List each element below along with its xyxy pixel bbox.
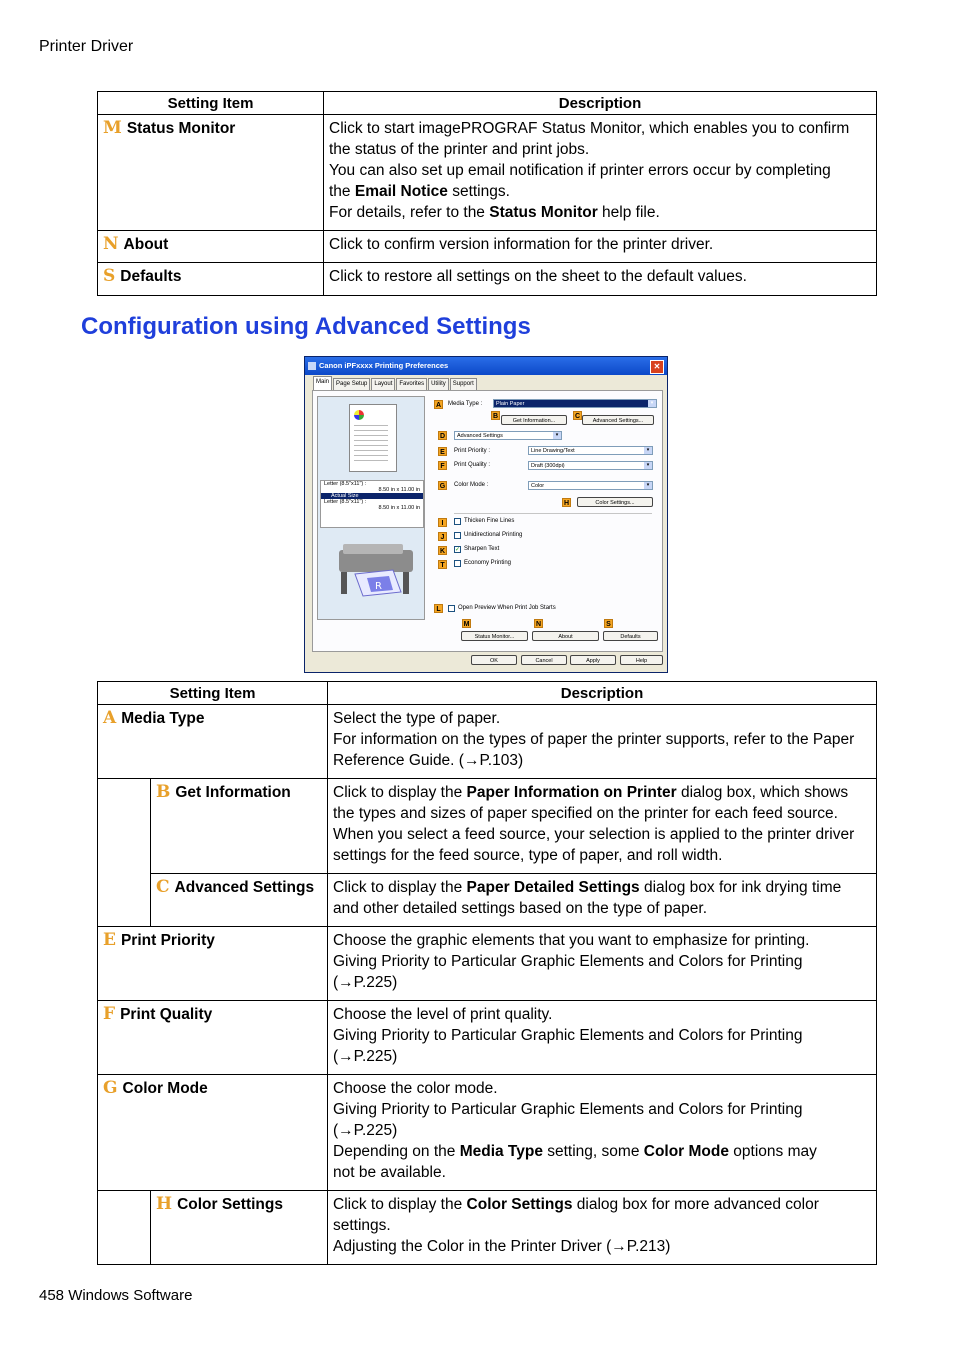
item-letter: M <box>103 118 122 138</box>
tab-favorites[interactable]: Favorites <box>396 378 427 390</box>
thicken-fine-lines-checkbox[interactable] <box>454 518 461 525</box>
help-button[interactable]: Help <box>620 655 663 665</box>
setting-item-defaults <box>98 263 324 296</box>
size-label-original: Letter (8.5"x11") : <box>324 481 367 487</box>
description-line <box>329 181 871 202</box>
callout-c: C <box>574 413 581 420</box>
chevron-down-icon: ▾ <box>644 462 652 469</box>
callout-k: K <box>439 548 446 555</box>
callout-a: A <box>435 402 442 409</box>
item-description <box>328 874 877 927</box>
description-line: Choose the color mode. <box>333 1080 498 1097</box>
media-type-value: Plain Paper <box>496 401 525 407</box>
description-line: For information on the types of paper the printer supports, refer to the Paper <box>333 731 855 748</box>
ok-button[interactable]: OK <box>471 655 517 665</box>
description-line: When you select a feed source, your selection is applied to the printer driver <box>333 826 855 843</box>
description-line: and other detailed settings based on the type of paper. <box>333 900 707 917</box>
dialog-titlebar <box>305 357 667 375</box>
callout-m: M <box>463 621 470 628</box>
color-mode-select[interactable] <box>528 481 653 490</box>
text-run: dialog box for ink drying time <box>639 879 842 896</box>
description-line <box>333 782 871 803</box>
size-value-original: 8.50 in x 11.00 in <box>378 487 420 493</box>
callout-t: T <box>438 560 447 569</box>
item-description <box>324 263 877 296</box>
size-value-output: 8.50 in x 11.00 in <box>378 505 420 511</box>
chevron-down-icon: ▾ <box>644 482 652 489</box>
print-priority-value: Line Drawing/Text <box>531 448 575 454</box>
table-row <box>98 705 877 779</box>
open-preview-label: Open Preview When Print Job Starts <box>458 605 556 611</box>
table-row <box>98 231 877 263</box>
description-line <box>333 1141 871 1162</box>
print-priority-label: Print Priority : <box>454 448 491 454</box>
apply-button[interactable]: Apply <box>570 655 616 665</box>
table-row <box>98 1191 877 1265</box>
size-label-output: Letter (8.5"x11") : <box>324 499 367 505</box>
text-run: help file. <box>597 204 660 221</box>
table-row <box>98 1001 877 1075</box>
page-footer: 458 Windows Software <box>39 1287 193 1304</box>
description-line: Choose the graphic elements that you want to emphasize for printing. <box>333 932 810 949</box>
column-header-description: Description <box>324 92 877 115</box>
item-name: Advanced Settings <box>174 879 315 896</box>
description-line: Adjusting the Color in the Printer Driver (→P.213) <box>333 1238 671 1255</box>
text-run: Click to display the <box>333 784 467 801</box>
dialog-tabs <box>313 378 478 390</box>
item-name: Print Priority <box>120 932 215 949</box>
tab-main[interactable]: Main <box>313 376 332 390</box>
bold-term: Paper Detailed Settings <box>466 879 640 896</box>
bold-term: Paper Information on Printer <box>466 784 677 801</box>
callout-f: F <box>438 461 447 470</box>
description-line: Choose the level of print quality. <box>333 1006 553 1023</box>
settings-mode-select[interactable] <box>454 431 562 440</box>
setting-item-get-information <box>151 779 328 874</box>
text-run: setting, some <box>542 1143 644 1160</box>
indent-spacer <box>98 779 151 927</box>
tab-utility[interactable]: Utility <box>428 378 449 390</box>
description-line <box>329 202 871 223</box>
callout-i: I <box>438 518 447 527</box>
callout-h: H <box>563 500 570 507</box>
tab-page-setup[interactable]: Page Setup <box>333 378 370 390</box>
callout-j: J <box>438 532 447 541</box>
description-line: not be available. <box>333 1164 446 1181</box>
paper-size-info <box>320 480 424 528</box>
text-run: options may <box>729 1143 817 1160</box>
callout-l: L <box>434 604 443 613</box>
item-description <box>328 1001 877 1075</box>
item-name: Print Quality <box>120 1006 213 1023</box>
item-letter: S <box>103 266 116 286</box>
item-description <box>328 1191 877 1265</box>
color-mode-label: Color Mode : <box>454 482 489 488</box>
setting-item-print-quality <box>98 1001 328 1075</box>
bold-term: Status Monitor <box>489 204 598 221</box>
description-line: Giving Priority to Particular Graphic Elements and Colors for Printing <box>333 1101 803 1118</box>
about-button[interactable]: About <box>532 631 599 641</box>
text-run: For details, refer to the <box>329 204 490 221</box>
description-line: Click to restore all settings on the sheet to the default values. <box>329 268 747 285</box>
item-letter: N <box>103 234 119 254</box>
tab-layout[interactable]: Layout <box>371 378 395 390</box>
item-name: Color Settings <box>177 1196 283 1213</box>
description-line <box>333 1194 871 1215</box>
svg-text:R: R <box>375 581 382 592</box>
indent-spacer <box>98 1191 151 1265</box>
advanced-settings-button[interactable]: Advanced Settings... <box>582 415 654 425</box>
economy-printing-checkbox[interactable] <box>454 560 461 567</box>
setting-item-advanced-settings <box>151 874 328 927</box>
chevron-down-icon: ▾ <box>553 432 561 439</box>
description-line: Giving Priority to Particular Graphic Elements and Colors for Printing <box>333 953 803 970</box>
description-line: You can also set up email notification if printer errors occur by completing <box>329 162 831 179</box>
text-run: the <box>329 183 355 200</box>
callout-g: G <box>439 483 446 490</box>
media-type-label: Media Type : <box>448 401 483 407</box>
print-quality-label: Print Quality : <box>454 462 491 468</box>
sharpen-text-label: Sharpen Text <box>464 546 500 552</box>
page-header: Printer Driver <box>39 38 134 55</box>
description-line: Reference Guide. (→P.103) <box>333 752 524 769</box>
tab-support[interactable]: Support <box>450 378 477 390</box>
media-type-select[interactable] <box>493 399 657 408</box>
callout-n: N <box>535 621 542 628</box>
description-line: Click to confirm version information for the printer driver. <box>329 236 714 253</box>
sharpen-text-checkbox[interactable]: ✓ <box>455 547 461 553</box>
item-letter: C <box>156 877 170 897</box>
item-name: Media Type <box>121 710 205 727</box>
setting-item-media-type <box>98 705 328 779</box>
bold-term: Color Mode <box>643 1143 729 1160</box>
economy-printing-label: Economy Printing <box>464 560 512 566</box>
item-name: Color Mode <box>122 1080 208 1097</box>
item-description <box>328 779 877 874</box>
description-line: (→P.225) <box>333 974 398 991</box>
item-description <box>324 115 877 231</box>
table-row <box>98 779 877 874</box>
table-row <box>98 115 877 231</box>
setting-item-color-settings <box>151 1191 328 1265</box>
defaults-button[interactable]: Defaults <box>603 631 658 641</box>
item-name: Status Monitor <box>126 120 236 137</box>
description-line <box>333 877 871 898</box>
item-letter: E <box>103 930 116 950</box>
description-line: Giving Priority to Particular Graphic Elements and Colors for Printing <box>333 1027 803 1044</box>
description-line: (→P.225) <box>333 1122 398 1139</box>
get-information-button[interactable]: Get Information... <box>501 415 567 425</box>
table-row <box>98 927 877 1001</box>
description-line: Click to start imagePROGRAF Status Monitor, which enables you to confirm <box>329 120 850 137</box>
settings-table-1 <box>97 91 877 296</box>
setting-item-status-monitor <box>98 115 324 231</box>
description-line: the status of the printer and print jobs. <box>329 141 590 158</box>
description-line: settings. <box>333 1217 391 1234</box>
item-description <box>328 927 877 1001</box>
dialog-title: Canon iPFxxxx Printing Preferences <box>319 361 449 370</box>
printer-illustration-icon <box>333 540 419 598</box>
open-preview-checkbox[interactable] <box>448 605 455 612</box>
setting-item-print-priority <box>98 927 328 1001</box>
text-run: Depending on the <box>333 1143 460 1160</box>
column-header-setting-item: Setting Item <box>98 682 328 705</box>
cancel-button[interactable]: Cancel <box>521 655 567 665</box>
table-row <box>98 874 877 927</box>
size-mode-selected[interactable]: Actual Size <box>321 493 423 499</box>
thicken-fine-lines-label: Thicken Fine Lines <box>464 518 515 524</box>
color-mode-value: Color <box>531 483 545 489</box>
status-monitor-button[interactable]: Status Monitor... <box>461 631 528 641</box>
close-icon[interactable]: ✕ <box>650 360 664 374</box>
bold-term: Email Notice <box>354 183 448 200</box>
printer-icon <box>308 362 316 370</box>
setting-item-color-mode <box>98 1075 328 1191</box>
divider <box>454 513 652 514</box>
bold-term: Media Type <box>459 1143 543 1160</box>
callout-s: S <box>604 619 613 628</box>
text-run: Click to display the <box>333 1196 467 1213</box>
table-row <box>98 263 877 296</box>
item-name: About <box>123 236 169 253</box>
description-line: Select the type of paper. <box>333 710 501 727</box>
color-sample-icon <box>354 410 364 420</box>
settings-table-2 <box>97 681 877 1265</box>
print-quality-value: Draft (300dpi) <box>531 463 565 469</box>
item-letter: H <box>156 1194 173 1214</box>
callout-e: E <box>438 447 447 456</box>
print-quality-select[interactable] <box>528 461 653 470</box>
chevron-down-icon: ▾ <box>644 447 652 454</box>
description-line: (→P.225) <box>333 1048 398 1065</box>
section-heading: Configuration using Advanced Settings <box>81 313 531 340</box>
callout-d: D <box>439 433 446 440</box>
item-letter: B <box>156 782 171 802</box>
item-letter: A <box>103 708 117 728</box>
description-line: settings for the feed source, type of paper, and roll width. <box>333 847 723 864</box>
text-run: Click to display the <box>333 879 467 896</box>
unidirectional-printing-label: Unidirectional Printing <box>464 532 523 538</box>
text-run: settings. <box>447 183 510 200</box>
unidirectional-printing-checkbox[interactable] <box>454 532 461 539</box>
item-description <box>324 231 877 263</box>
item-name: Defaults <box>120 268 182 285</box>
color-settings-button[interactable]: Color Settings... <box>577 497 653 507</box>
bold-term: Color Settings <box>466 1196 573 1213</box>
print-priority-select[interactable] <box>528 446 653 455</box>
table-row <box>98 1075 877 1191</box>
item-description <box>328 1075 877 1191</box>
item-description <box>328 705 877 779</box>
printing-preferences-dialog <box>304 356 668 673</box>
column-header-description: Description <box>328 682 877 705</box>
item-name: Get Information <box>175 784 291 801</box>
setting-item-about <box>98 231 324 263</box>
column-header-setting-item: Setting Item <box>98 92 324 115</box>
description-line: the types and sizes of paper specified on the printer for each feed source. <box>333 805 838 822</box>
text-run: dialog box for more advanced color <box>572 1196 819 1213</box>
text-run: dialog box, which shows <box>676 784 849 801</box>
settings-mode-value: Advanced Settings <box>457 433 503 439</box>
paper-preview <box>349 404 397 472</box>
chevron-down-icon: ▾ <box>648 400 656 407</box>
item-letter: G <box>103 1078 118 1098</box>
callout-b: B <box>492 413 499 420</box>
item-letter: F <box>103 1004 116 1024</box>
